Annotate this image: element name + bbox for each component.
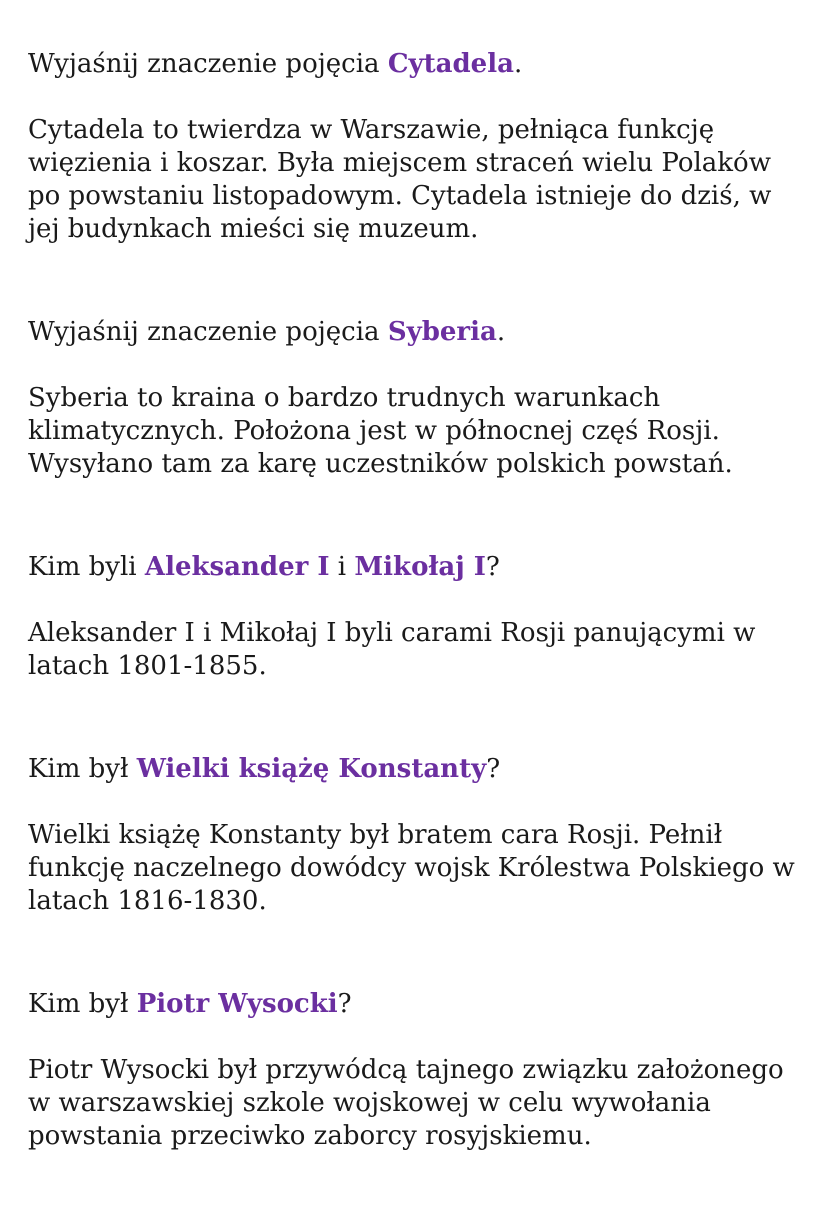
answer: Wielki książę Konstanty był bratem cara Rosji. Pełnił funkcję naczelnego dowódcy wojsk Królestwa Polskiego w latach 1816-1830.	[28, 820, 795, 916]
answer: Aleksander I i Mikołaj I byli carami Rosji panującymi w latach 1801-1855.	[28, 618, 756, 681]
qa-block-syberia	[28, 316, 808, 481]
question	[28, 48, 808, 81]
answer: Cytadela to twierdza w Warszawie, pełniąca funkcję więzienia i koszar. Była miejscem straceń wielu Polaków po powstaniu listopadowym. Cytadela istnieje do dziś, w jej budynkach mieści się muzeum.	[28, 115, 772, 244]
question-prefix: Wyjaśnij znaczenie pojęcia	[28, 317, 388, 347]
highlighted-term: Mikołaj I	[354, 552, 486, 582]
answer: Piotr Wysocki był przywódcą tajnego związku założonego w warszawskiej szkole wojskowej w celu wywołania powstania przeciwko zaborcy rosyjskiemu.	[28, 1055, 784, 1151]
question-prefix: Kim byli	[28, 552, 145, 582]
question-middle: i	[329, 552, 355, 582]
highlighted-term: Wielki książę Konstanty	[136, 754, 487, 784]
qa-block-cytadela	[28, 48, 808, 246]
question	[28, 316, 808, 349]
qa-block-wysocki	[28, 988, 808, 1153]
answer: Syberia to kraina o bardzo trudnych warunkach klimatycznych. Położona jest w północnej częś Rosji. Wysyłano tam za karę uczestników polskich powstań.	[28, 383, 733, 479]
question-suffix: ?	[337, 989, 352, 1019]
highlighted-term: Syberia	[387, 317, 497, 347]
question	[28, 988, 808, 1021]
qa-block-carowie	[28, 551, 808, 683]
qa-block-konstanty	[28, 753, 808, 918]
document-page	[28, 48, 808, 1223]
question-suffix: ?	[486, 754, 501, 784]
highlighted-term: Aleksander I	[144, 552, 330, 582]
question-suffix: .	[513, 49, 523, 79]
question-suffix: ?	[485, 552, 500, 582]
question	[28, 753, 808, 786]
highlighted-term: Piotr Wysocki	[136, 989, 338, 1019]
question-prefix: Kim był	[28, 989, 137, 1019]
question-prefix: Wyjaśnij znaczenie pojęcia	[28, 49, 388, 79]
highlighted-term: Cytadela	[387, 49, 514, 79]
question	[28, 551, 808, 584]
question-prefix: Kim był	[28, 754, 137, 784]
question-suffix: .	[496, 317, 506, 347]
